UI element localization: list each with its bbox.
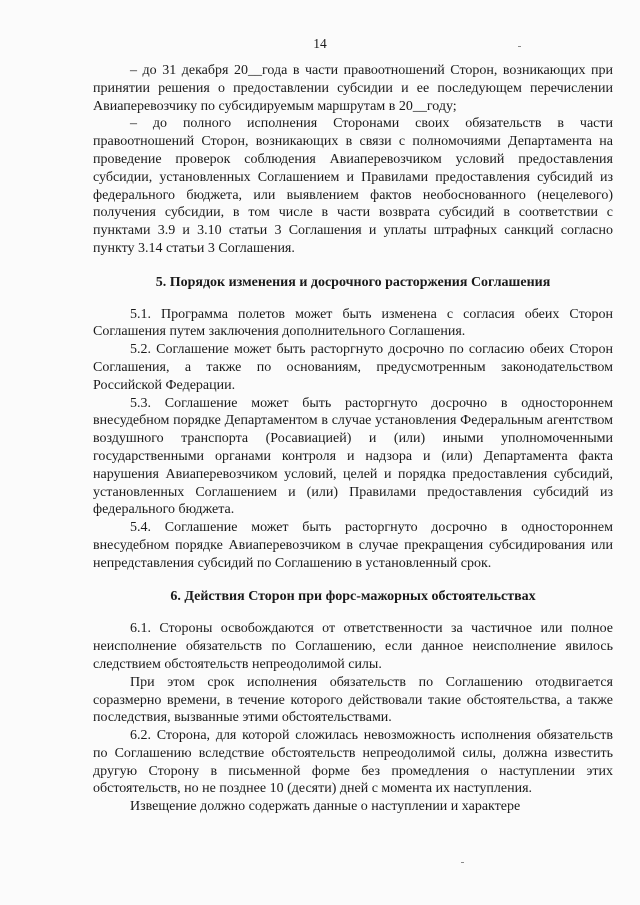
section-6-heading: 6. Действия Сторон при форс-мажорных обстоятельствах <box>170 588 536 604</box>
term-item-2: – до полного исполнения Сторонами своих обязательств в части правоотношений Сторон, возникающих в связи с полномочиями Департамента на проведение проверок соблюдения Авиаперевозчиком условий предоставления субсидии, установленных Соглашением и Правилами предоставления субсидий из федерального бюджета, или выявлением фактов необоснованного (нецелевого) получения субсидии, в том числе в части возврата субсидий в соответствии с пунктами 3.9 и 3.10 статьи 3 Соглашения и уплаты штрафных санкций согласно пункту 3.14 статьи 3 Соглашения. <box>93 116 613 256</box>
page-number: 14 <box>313 36 327 51</box>
document-body <box>93 62 613 816</box>
paragraph-6-1: 6.1. Стороны освобождаются от ответственности за частичное или полное неисполнение обязательств по Соглашению, если данное неисполнение явилось следствием обстоятельств непреодолимой силы. <box>93 621 613 672</box>
paragraph-6-2-cont: Извещение должно содержать данные о наступлении и характере <box>130 799 521 815</box>
paragraph-5-4: 5.4. Соглашение может быть расторгнуто досрочно в одностороннем внесудебном порядке Авиаперевозчиком в случае прекращения субсидирования или непредставления субсидий по Соглашению в установленный срок. <box>93 520 613 571</box>
paragraph-5-1: 5.1. Программа полетов может быть изменена с согласия обеих Сторон Соглашения путем заключения дополнительного Соглашения. <box>93 306 613 340</box>
paragraph-5-3: 5.3. Соглашение может быть расторгнуто досрочно в одностороннем внесудебном порядке Департаментом в случае установления Федеральным агентством воздушного транспорта (Росавиацией) и (или) иными уполномоченными государственными органами контроля и надзора и (или) Департамента факта нарушения Авиаперевозчиком условий, целей и порядка предоставления субсидий, установленных Соглашением и (или) Правилами предоставления субсидий из федерального бюджета. <box>93 395 613 518</box>
paragraph-6-2: 6.2. Сторона, для которой сложилась невозможность исполнения обязательств по Соглашению вследствие обстоятельств непреодолимой силы, должна известить другую Сторону в письменной форме без промедления о наступлении этих обстоятельств, но не позднее 10 (десяти) дней с момента их наступления. <box>93 728 613 797</box>
paragraph-5-2: 5.2. Соглашение может быть расторгнуто досрочно по согласию обеих Сторон Соглашения, а также по основаниям, предусмотренным законодательством Российской Федерации. <box>93 342 613 393</box>
scan-speck <box>461 862 464 863</box>
scan-speck <box>518 46 521 47</box>
paragraph-6-1-cont: При этом срок исполнения обязательств по Соглашению отодвигается соразмерно времени, в течение которого действовали такие обстоятельства, а также последствия, вызванные этими обстоятельствами. <box>93 674 613 726</box>
term-item-1: – до 31 декабря 20__года в части правоотношений Сторон, возникающих при принятии решения о предоставлении субсидии и ее последующем перечислении Авиаперевозчику по субсидируемым маршрутам в 20__году; <box>93 63 613 114</box>
section-5-heading: 5. Порядок изменения и досрочного расторжения Соглашения <box>155 274 551 290</box>
